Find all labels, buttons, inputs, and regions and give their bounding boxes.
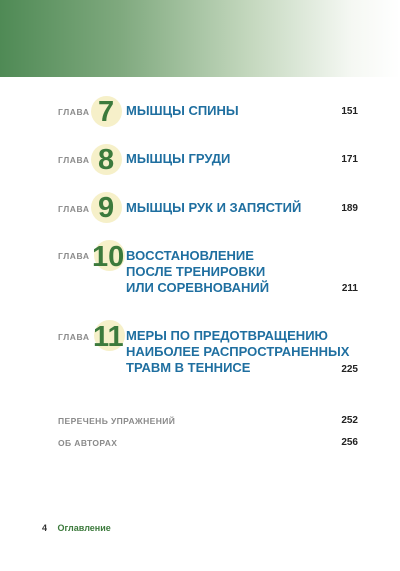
chapter-title-line: МЫШЦЫ ГРУДИ: [126, 151, 231, 166]
page-footer: [42, 523, 111, 533]
chapter-page-number: 151: [341, 106, 358, 117]
chapter-title-line: МЕРЫ ПО ПРЕДОТВРАЩЕНИЮ: [126, 328, 328, 343]
chapter-number: 7: [98, 96, 115, 128]
chapter-number: 10: [92, 241, 125, 273]
toc-entry-exercises[interactable]: [58, 416, 358, 426]
toc-entry-chapter-10[interactable]: [58, 240, 358, 300]
toc-entry-title: ОБ АВТОРАХ: [58, 438, 118, 448]
chapter-title-line: ПОСЛЕ ТРЕНИРОВКИ: [126, 264, 266, 279]
toc-entry-chapter-9[interactable]: [58, 192, 358, 224]
chapter-title: [126, 151, 230, 167]
chapter-title: [126, 200, 301, 216]
footer-section-label: Оглавление: [57, 523, 111, 533]
chapter-page-number: 171: [341, 154, 358, 165]
toc-entry-page-number: 256: [341, 437, 358, 448]
toc-entry-page-number: 252: [341, 415, 358, 426]
chapter-title: [126, 103, 239, 119]
chapter-label: ГЛАВА: [58, 251, 90, 261]
chapter-title: [126, 328, 349, 376]
chapter-title-line: ВОССТАНОВЛЕНИЕ: [126, 248, 254, 263]
chapter-title-line: ИЛИ СОРЕВНОВАНИЙ: [126, 280, 270, 295]
toc-entry-chapter-11[interactable]: [58, 320, 358, 380]
chapter-title-line: МЫШЦЫ СПИНЫ: [126, 103, 239, 118]
chapter-number: 11: [93, 321, 124, 353]
toc-entry-chapter-7[interactable]: [58, 96, 358, 128]
footer-page-number: 4: [42, 523, 48, 533]
chapter-title-line: ТРАВМ В ТЕННИСЕ: [126, 360, 251, 375]
chapter-title: [126, 248, 269, 296]
chapter-label: ГЛАВА: [58, 155, 90, 165]
chapter-page-number: 225: [341, 364, 358, 375]
header-banner: [0, 0, 400, 77]
chapter-title-line: МЫШЦЫ РУК И ЗАПЯСТИЙ: [126, 200, 302, 215]
chapter-page-number: 189: [341, 203, 358, 214]
chapter-title-line: НАИБОЛЕЕ РАСПРОСТРАНЕННЫХ: [126, 344, 350, 359]
toc-entry-authors[interactable]: [58, 438, 358, 448]
chapter-number: 8: [98, 144, 115, 176]
chapter-label: ГЛАВА: [58, 107, 90, 117]
chapter-number: 9: [98, 192, 115, 224]
toc-entry-title: ПЕРЕЧЕНЬ УПРАЖНЕНИЙ: [58, 416, 176, 426]
toc-entry-chapter-8[interactable]: [58, 144, 358, 176]
chapter-label: ГЛАВА: [58, 204, 90, 214]
chapter-page-number: 211: [341, 283, 358, 294]
chapter-label: ГЛАВА: [58, 332, 90, 342]
